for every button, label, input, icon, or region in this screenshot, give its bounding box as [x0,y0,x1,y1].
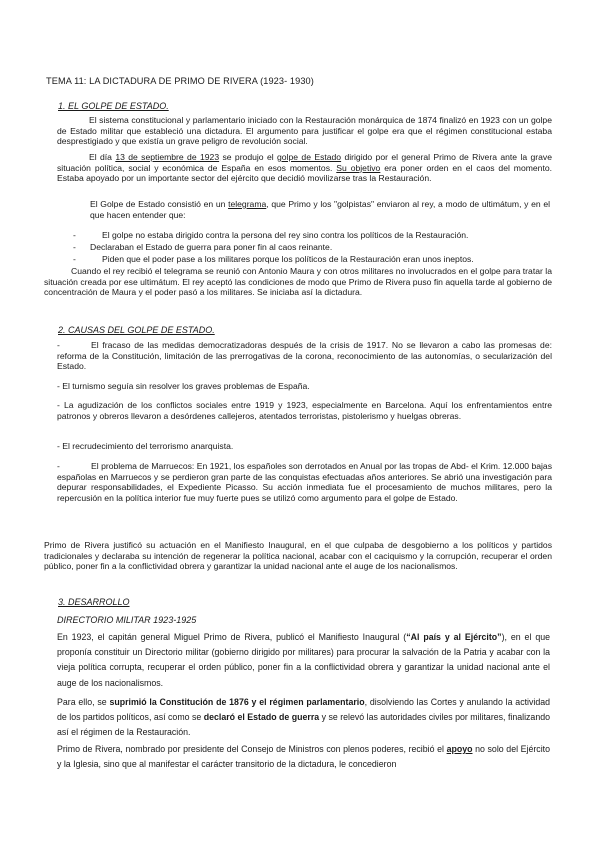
section-3-paragraph-1: En 1923, el capitán general Miguel Primo de Rivera, publicó el Manifiesto Inaugural (“Al país y al Ejército”), en el que proponía constituir un Directorio militar (gobierno dirigido por militares) para procurar la salvación de la Patria y acabar con la vieja política corrupta, recuperar el orden público, poner fin a la conflictividad obrera y garantizar la unidad nacional ante el auge de los nacionalismos. [57,632,550,688]
coup-term: golpe de Estado [277,152,342,162]
list-bullet: - [73,230,76,240]
list-bullet: - [57,461,60,471]
cause-item-4: - El recrudecimiento del terrorismo anarquista. [57,441,234,451]
suppression-text: suprimió la Constitución de 1876 y el régimen parlamentario [109,697,365,707]
section-2-heading: 2. CAUSAS DEL GOLPE DE ESTADO. [58,325,215,335]
coup-date: 13 de septiembre de 1923 [115,152,220,162]
support-term: apoyo [446,744,473,754]
ultimatum-item-3: Piden que el poder pase a los militares porque los políticos de la Restauración eran unos ineptos. [102,254,474,264]
telegram-term: telegrama [228,199,267,209]
section-1-paragraph-3: El Golpe de Estado consistió en un telegrama, que Primo y los "golpistas" enviaron al rey, a modo de ultimátum, y en el que hacen entender que: [90,199,551,220]
ultimatum-item-1: El golpe no estaba dirigido contra la persona del rey sino contra los políticos de la Restauración. [102,230,469,240]
section-1-paragraph-4: Cuando el rey recibió el telegrama se reunió con Antonio Maura y con otros militares no involucrados en el golpe para tratar la situación creada por ese ultimátum. El rey aceptó las condiciones de modo que Primo de Rivera puso fin aquella tarde al gobierno de concentración de Maura y el poder pasó a los militares. Se iniciaba así la dictadura. [44,266,552,298]
cause-item-3: - La agudización de los conflictos sociales entre 1919 y 1923, especialmente en Barcelona. Aquí los enfrentamientos entre patronos y obreros llevaron a desórdenes callejeros, atentados terroristas, pistolerismo y huelgas obreras. [57,400,552,421]
list-bullet: - [73,242,76,252]
document-title: TEMA 11: LA DICTADURA DE PRIMO DE RIVERA (1923- 1930) [46,76,314,86]
list-bullet: - [73,254,76,264]
section-3-paragraph-3: Primo de Rivera, nombrado por presidente del Consejo de Ministros con plenos poderes, recibió el apoyo no solo del Ejército y la Iglesia, sino que al manifestar el carácter transitorio de la dictadura, le concedieron [57,744,550,770]
list-bullet: - [57,340,60,350]
section-1-paragraph-1: El sistema constitucional y parlamentario iniciado con la Restauración monárquica de 1874 finalizó en 1923 con un golpe de Estado militar que estableció una dictadura. El argumento para justificar el golpe era que el régimen constitucional estaba desprestigiado y que existía un grave peligro de revolución social. [57,115,552,147]
section-3-heading: 3. DESARROLLO [58,597,130,607]
objective-term: Su objetivo [336,162,381,173]
subsection-heading: DIRECTORIO MILITAR 1923-1925 [57,615,197,625]
war-state-text: declaró el Estado de guerra [203,712,320,723]
manifesto-quote: “Al país y al Ejército” [406,632,502,642]
manifesto-paragraph: Primo de Rivera justificó su actuación en el Manifiesto Inaugural, en el que culpaba de desgobierno a los políticos y partidos tradicionales y declaraba su intención de regenerar la política nacional, acabar con el caciquismo y la corrupción, recuperar el orden público, poner fin a la conflictividad obrera y garantizar la unidad nacional ante el auge de los nacionalismos. [44,540,552,572]
cause-item-1: El fracaso de las medidas democratizadoras después de la crisis de 1917. No se llevaron a cabo las promesas de: reforma de la Constitución, limitación de las prerrogativas de la corona, reconocimiento de las autonomías, o secularización del Estado. [57,340,552,372]
cause-item-2: - El turnismo seguía sin resolver los graves problemas de España. [57,381,310,391]
section-1-paragraph-2: El día 13 de septiembre de 1923 se produjo el golpe de Estado dirigido por el general Primo de Rivera ante la grave situación política, social y económica de España en esos momentos. Su objetivo era poner orden en el caos del momento. Estaba apoyado por un importante sector del ejército que decidió movilizarse tras la Restauración. [57,152,553,184]
section-1-heading: 1. EL GOLPE DE ESTADO. [58,101,169,111]
section-3-paragraph-2: Para ello, se suprimió la Constitución de 1876 y el régimen parlamentario, disolviendo las Cortes y anulando la actividad de los partidos políticos, así como se declaró el Estado de guerra y se relevó las autoridades civiles por militares, finalizando así el régimen de la Restauración. [57,697,551,738]
ultimatum-item-2: Declaraban el Estado de guerra para poner fin al caos reinante. [90,242,333,252]
cause-item-5: El problema de Marruecos: En 1921, los españoles son derrotados en Anual por las tropas de Abd- el Krim. 12.000 bajas españolas en Marruecos y se perdieron gran parte de las conquistas efectuadas años anteriores. Se abrió una investigación para depurar responsabilidades, el Expediente Picasso. Su acción inmediata fue el procesamiento de muchos militares, pero la repercusión en la política interior fue muy fuerte pues se utilizó como argumento para el golpe de Estado. [57,461,552,503]
